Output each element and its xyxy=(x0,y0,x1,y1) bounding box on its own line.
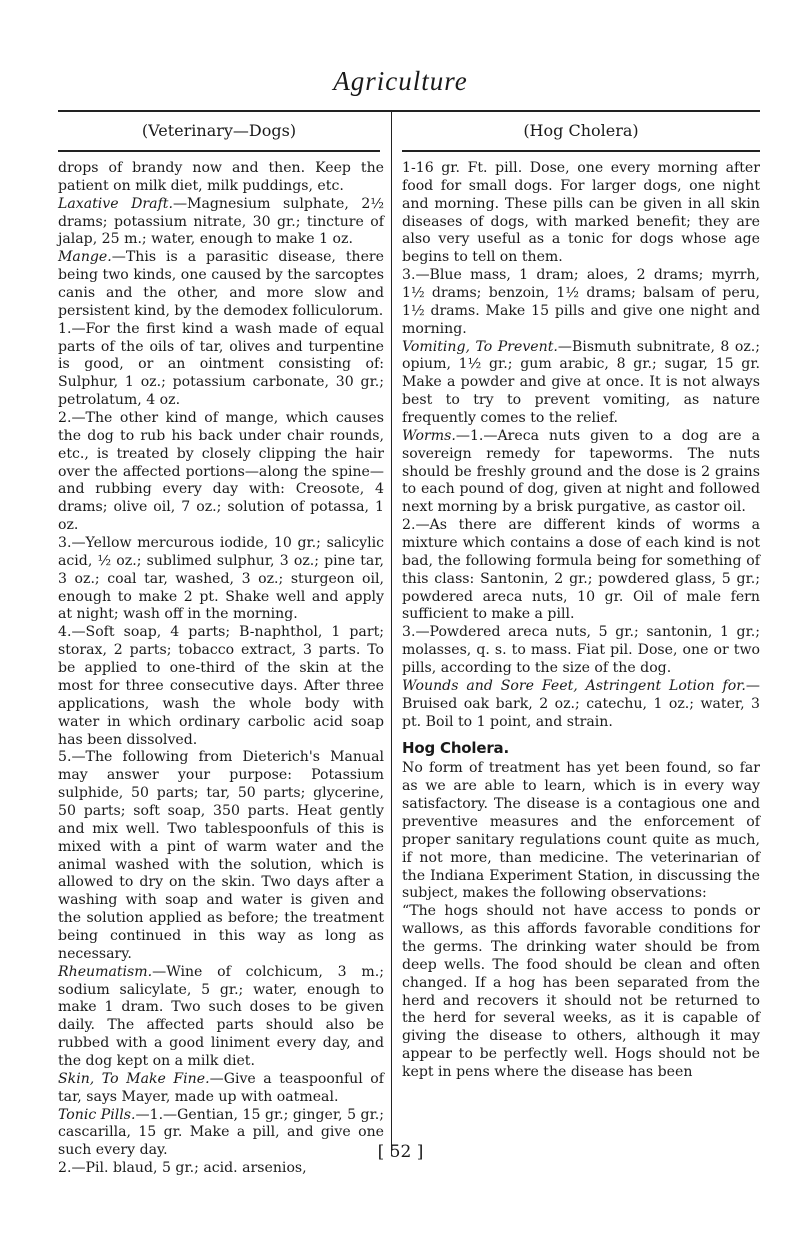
paragraph: 3.—Powdered areca nuts, 5 gr.; santonin, 1 gr.; molasses, q. s. to mass. Fiat pil. Dose, one or two pills, according to the size of the dog. xyxy=(402,624,760,677)
paragraph: drops of brandy now and then. Keep the patient on milk diet, milk puddings, etc. xyxy=(58,160,384,194)
paragraph: Worms.—1.—Areca nuts given to a dog are a sovereign remedy for tapeworms. The nuts should be freshly ground and the dose is 2 grains to each pound of dog, given at night and followed next morning by a brisk purgative, as castor oil. xyxy=(402,427,760,516)
left-column xyxy=(58,160,384,1178)
paragraph: 1.—For the first kind a wash made of equal parts of the oils of tar, olives and turpentine is good, or an ointment consisting of: Sulphur, 1 oz.; potassium carbonate, 30 gr.; petrolatum, 4 oz. xyxy=(58,320,384,409)
paragraph: 4.—Soft soap, 4 parts; B-naphthol, 1 part; storax, 2 parts; tobacco extract, 3 parts. To be applied to one-third of the skin at the most for three consecutive days. After three applications, wash the whole body with water in which ordinary carbolic acid soap has been dissolved. xyxy=(58,624,384,748)
paragraph: Wounds and Sore Feet, Astringent Lotion for.—Bruised oak bark, 2 oz.; catechu, 1 oz.; water, 3 pt. Boil to 1 point, and strain. xyxy=(402,677,760,730)
paragraph: 1-16 gr. Ft. pill. Dose, one every morning after food for small dogs. For larger dogs, one night and morning. These pills can be given in all skin diseases of dogs, with marked benefit; they are also very useful as a tonic for dogs whose age begins to tell on them. xyxy=(402,160,760,266)
paragraph: 5.—The following from Dieterich's Manual may answer your purpose: Potassium sulphide, 50 parts; tar, 50 parts; glycerine, 50 parts; soft soap, 350 parts. Heat gently and mix well. Two tablespoonfuls of this is mixed with a pint of warm water and the animal washed with the solution, which is allowed to dry on the skin. Two days after a washing with soap and water is given and the solution applied as before; the treatment being continued in this way as long as necessary. xyxy=(58,749,384,962)
right-column xyxy=(402,160,760,1082)
paragraph: 3.—Yellow mercurous iodide, 10 gr.; salicylic acid, ½ oz.; sublimed sulphur, 3 oz.; pine tar, 3 oz.; coal tar, washed, 3 oz.; sturgeon oil, enough to make 2 pt. Shake well and apply at night; wash off in the morning. xyxy=(58,535,384,623)
paragraph: Mange.—This is a parasitic disease, there being two kinds, one caused by the sarcoptes canis and the other, and more slow and persistent kind, by the demodex folliculorum. xyxy=(58,249,384,319)
paragraph: 3.—Blue mass, 1 dram; aloes, 2 drams; myrrh, 1½ drams; benzoin, 1½ drams; balsam of peru, 1½ drams. Make 15 pills and give one night and morning. xyxy=(402,267,760,337)
paragraph: Skin, To Make Fine.—Give a teaspoonful of tar, says Mayer, made up with oatmeal. xyxy=(58,1070,385,1105)
paragraph: “The hogs should not have access to ponds or wallows, as this affords favorable conditions for the germs. The drinking water should be from deep wells. The food should be clean and often changed. If a hog has been separated from the herd and recovers it should not be returned to the herd for several weeks, as it is capable of giving the disease to others, although it may appear to be perfectly well. Hogs should not be kept in pens where the disease has been xyxy=(402,903,760,1080)
right-column-heading: (Hog Cholera) xyxy=(523,121,639,140)
page-number: [ 52 ] xyxy=(377,1142,424,1162)
left-heading-rule xyxy=(58,150,380,152)
paragraph: 2.—As there are different kinds of worms a mixture which contains a dose of each kind is not bad, the following formula being for something of this class: Santonin, 2 gr.; powdered glass, 5 gr.; powdered areca nuts, 10 gr. Oil of male fern sufficient to make a pill. xyxy=(402,517,760,623)
paragraph: No form of treatment has yet been found, so far as we are able to learn, which is in every way satisfactory. The disease is a contagious one and preventive measures and the enforcement of proper sanitary regulations count quite as much, if not more, than medicine. The veterinarian of the Indiana Experiment Station, in discussing the subject, makes the following observations: xyxy=(402,760,760,902)
right-heading-rule xyxy=(402,150,760,152)
column-divider xyxy=(391,112,392,1154)
paragraph: 2.—Pil. blaud, 5 gr.; acid. arsenios, xyxy=(58,1160,307,1177)
left-column-heading: (Veterinary—Dogs) xyxy=(141,121,297,140)
paragraph: Laxative Draft.—Magnesium sulphate, 2½ drams; potassium nitrate, 30 gr.; tincture of jalap, 25 m.; water, enough to make 1 oz. xyxy=(58,195,384,248)
section-heading: Hog Cholera. xyxy=(402,738,509,757)
paragraph: Rheumatism.—Wine of colchicum, 3 m.; sodium salicylate, 5 gr.; water, enough to make 1 dram. Two such doses to be given daily. The affected parts should also be rubbed with a good liniment every day, and the dog kept on a milk diet. xyxy=(58,963,384,1069)
paragraph: Vomiting, To Prevent.—Bismuth subnitrate, 8 oz.; opium, 1½ gr.; gum arabic, 8 gr.; sugar, 15 gr. Make a powder and give at once. It is not always best to try to prevent vomiting, as nature frequently comes to the relief. xyxy=(402,338,761,427)
top-rule xyxy=(58,110,760,112)
paragraph: 2.—The other kind of mange, which causes the dog to rub his back under chair rounds, etc., is treated by closely clipping the hair over the affected portions—along the spine—and rubbing every day with: Creosote, 4 drams; olive oil, 7 oz.; solution of potassa, 1 oz. xyxy=(58,410,384,534)
page-title: Agriculture xyxy=(333,66,468,96)
paragraph: Tonic Pills.—1.—Gentian, 15 gr.; ginger, 5 gr.; cascarilla, 15 gr. Make a pill, and give one such every day. xyxy=(58,1106,384,1159)
